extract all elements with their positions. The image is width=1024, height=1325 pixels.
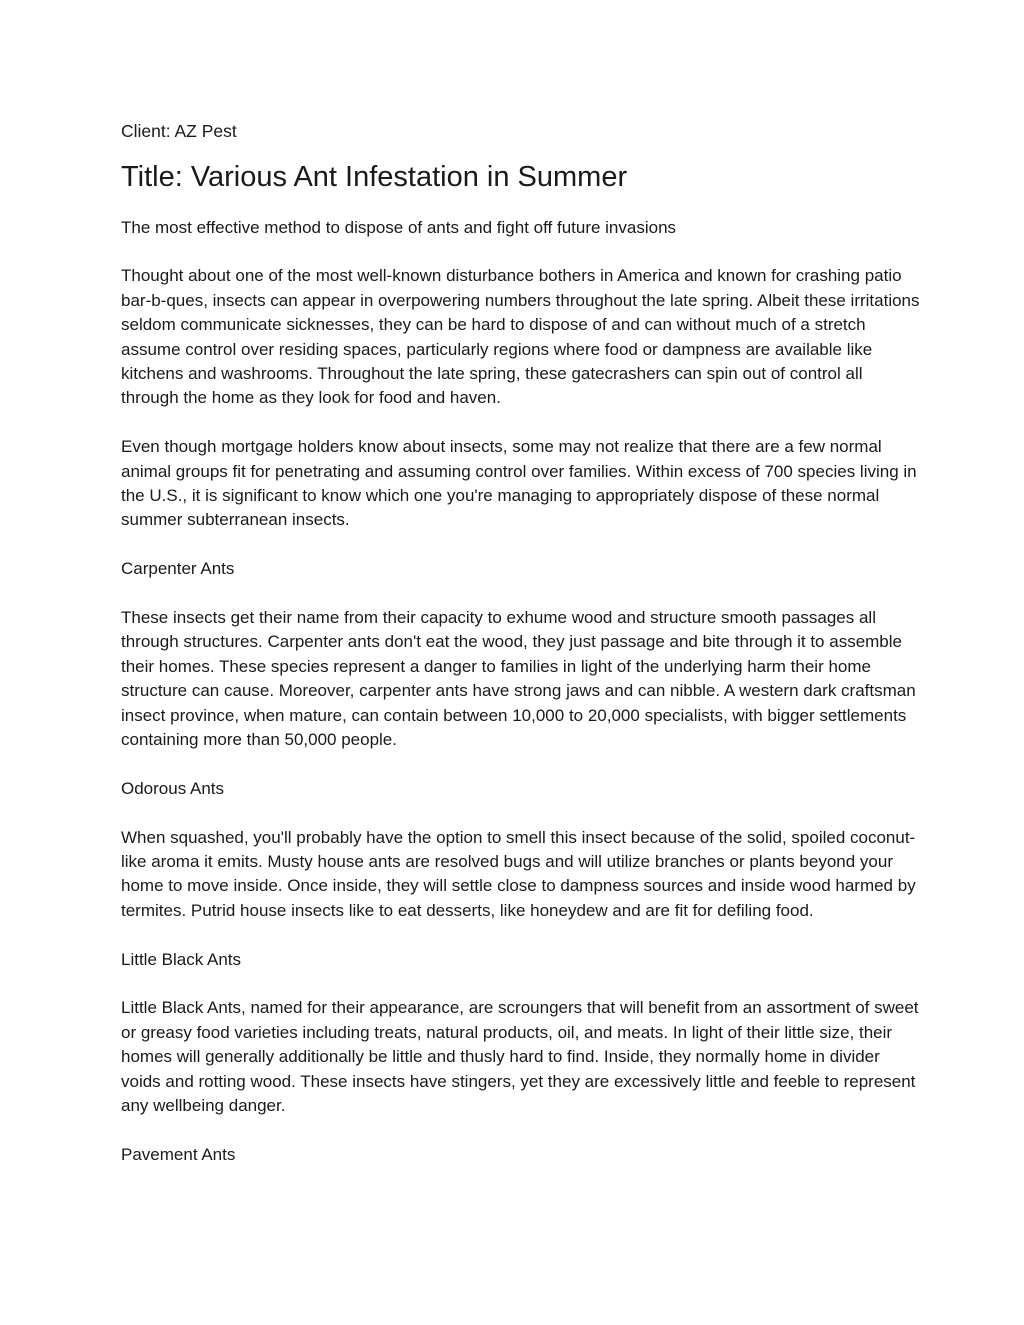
section-text-odorous-ants: When squashed, you'll probably have the option to smell this insect because of the solid, spoiled coconut-like aroma it emits. Musty house ants are resolved bugs and will utilize branches or plants beyond your home to move inside. Once inside, they will settle close to dampness sources and inside wood harmed by termites. Putrid house insects like to eat desserts, like honeydew and are fit for defiling food.	[121, 827, 916, 920]
document-page	[121, 119, 921, 1167]
section-heading-pavement-ants: Pavement Ants	[121, 1144, 236, 1164]
document-title: Title: Various Ant Infestation in Summer	[121, 161, 628, 193]
intro-paragraph-1: Thought about one of the most well-known disturbance bothers in America and known for crashing patio bar-b-ques, insects can appear in overpowering numbers throughout the late spring. Albeit these irritations seldom communicate sicknesses, they can be hard to dispose of and can without much of a stretch assume control over residing spaces, particularly regions where food or dampness are available like kitchens and washrooms. Throughout the late spring, these gatecrashers can spin out of control all through the home as they look for food and haven.	[121, 266, 920, 408]
section-heading-little-black-ants: Little Black Ants	[121, 949, 242, 969]
section-heading-carpenter-ants: Carpenter Ants	[121, 559, 235, 579]
document-subtitle: The most effective method to dispose of ants and fight off future invasions	[121, 218, 677, 237]
client-line: Client: AZ Pest	[121, 121, 237, 141]
section-text-little-black-ants: Little Black Ants, named for their appearance, are scroungers that will benefit from an assortment of sweet or greasy food varieties including treats, natural products, oil, and meats. In light of their little size, their homes will generally additionally be little and thusly hard to find. Inside, they normally home in divider voids and rotting wood. These insects have stingers, yet they are excessively little and feeble to represent any wellbeing danger.	[121, 998, 919, 1116]
intro-paragraph-2: Even though mortgage holders know about insects, some may not realize that there are a few normal animal groups fit for penetrating and assuming control over families. Within excess of 700 species living in the U.S., it is significant to know which one you're managing to appropriately dispose of these normal summer subterranean insects.	[121, 437, 917, 530]
section-heading-odorous-ants: Odorous Ants	[121, 778, 225, 798]
section-text-carpenter-ants: These insects get their name from their capacity to exhume wood and structure smooth passages all through structures. Carpenter ants don't eat the wood, they just passage and bite through it to assemble their homes. These species represent a danger to families in light of the underlying harm their home structure can cause. Moreover, carpenter ants have strong jaws and can nibble. A western dark craftsman insect province, when mature, can contain between 10,000 to 20,000 specialists, with bigger settlements containing more than 50,000 people.	[121, 608, 916, 750]
